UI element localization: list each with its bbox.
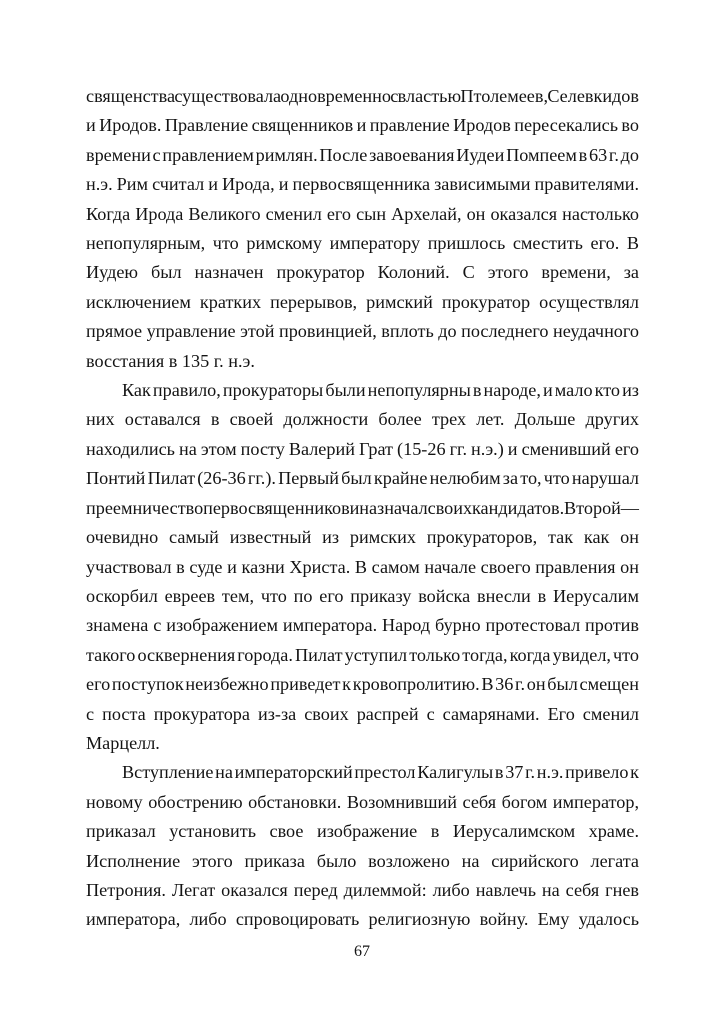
text-line: непопулярным, что римскому императору пришлось сместить его. В [86,233,639,254]
page-number: 67 [354,943,370,960]
text-line: оскорбил евреев тем, что по его приказу войска внесли в Иерусалим [86,585,639,606]
text-line: и Иродов. Правление священников и правление Иродов пересекались во [86,115,639,136]
text-line: них оставался в своей должности более трех лет. Дольше других [86,409,639,430]
text-line: приказал установить свое изображение в Иерусалимском храме. [86,821,639,842]
text-line: прямое управление этой провинцией, вплоть до последнего неудачного [86,321,639,342]
text-line: Иудею был назначен прокуратор Колоний. С этого времени, за [86,262,639,283]
text-line: н.э. Рим считал и Ирода, и первосвященника зависимыми правителями. [86,174,639,195]
text-line: Как правило, прокураторы были непопулярны в народе, и мало кто из [122,380,639,401]
text-line: исключением кратких перерывов, римский прокуратор осуществлял [86,291,639,312]
text-line: такого осквернения города. Пилат уступил только тогда, когда увидел, что [86,644,639,665]
text-line: Исполнение этого приказа было возложено на сирийского легата [86,850,639,871]
text-line: времени с правлением римлян. После завоевания Иудеи Помпеем в 63 г. до [86,144,639,165]
text-line: священства существовала одновременно с властью Птолемеев, Селевкидов [86,86,639,106]
text-line: императора, либо спровоцировать религиозную войну. Ему удалось [86,909,639,930]
paragraph [86,758,639,934]
text-line: с поста прокуратора из-за своих распрей с самарянами. Его сменил [86,703,639,724]
text-line: его поступок неизбежно приведет к кровопролитию. В 36 г. он был смещен [86,674,639,695]
text-line: преемничество первосвященников и назначал своих кандидатов. Второй — [86,497,639,518]
text-line: участвовал в суде и казни Христа. В самом начале своего правления он [86,556,639,577]
text-line: Понтий Пилат (26-36 гг.). Первый был крайне нелюбим за то, что нарушал [86,468,639,489]
paragraph [86,376,639,758]
text-line: новому обострению обстановки. Возомнивший себя богом император, [86,791,639,812]
paragraph [86,82,639,376]
text-line: находились на этом посту Валерий Грат (15-26 гг. н.э.) и сменивший его [86,438,639,459]
text-line: очевидно самый известный из римских прокураторов, так как он [86,527,639,548]
text-line: Марцелл. [86,732,160,753]
body-text [86,82,639,935]
text-line: Вступление на императорский престол Калигулы в 37 г. н.э. привело к [122,762,639,783]
text-line: восстания в 135 г. н.э. [86,350,255,371]
text-line: знамена с изображением императора. Народ бурно протестовал против [86,615,639,636]
text-line: Когда Ирода Великого сменил его сын Архелай, он оказался настолько [86,203,639,224]
text-line: Петрония. Легат оказался перед дилеммой: либо навлечь на себя гнев [86,879,639,900]
